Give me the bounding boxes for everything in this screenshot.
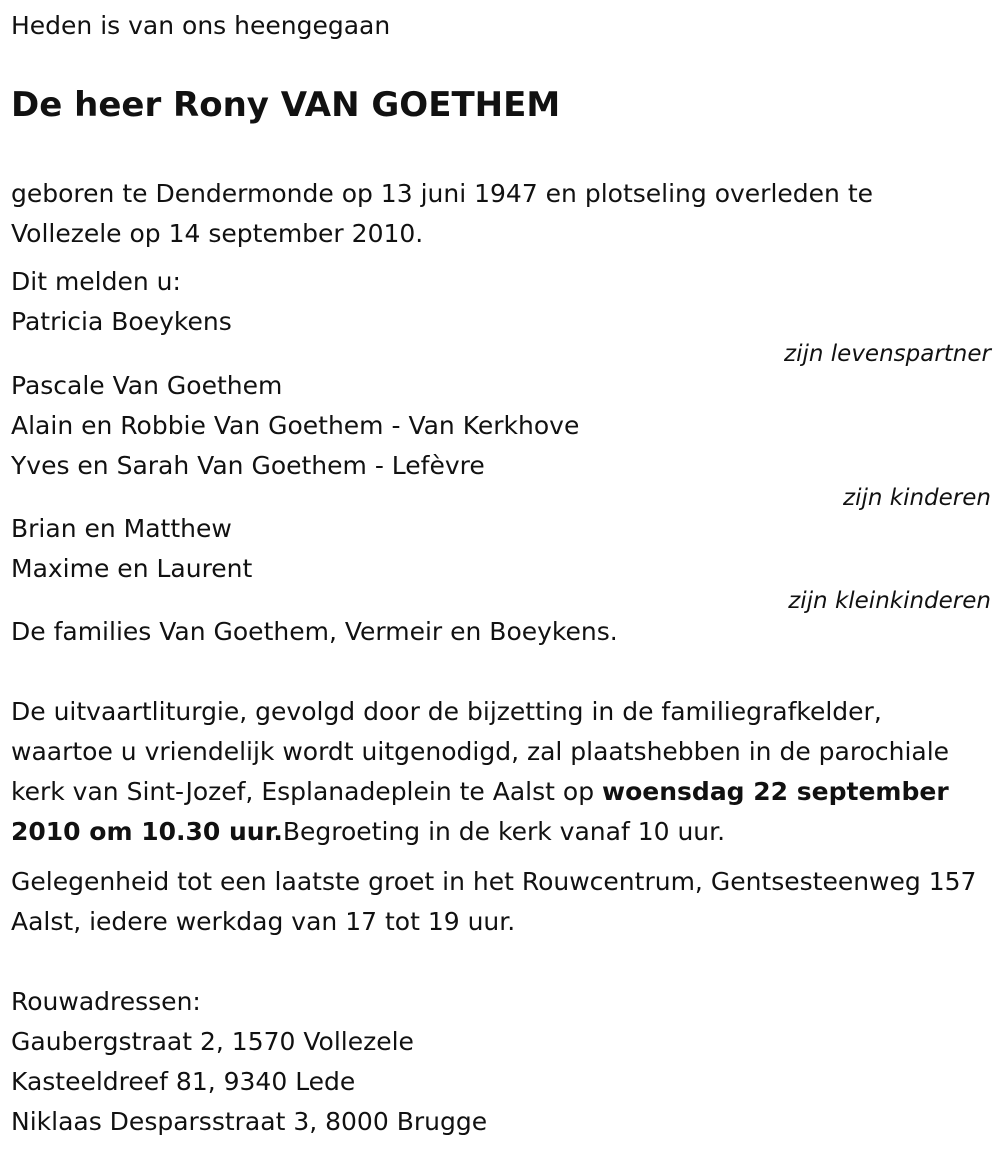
child-name: Alain en Robbie Van Goethem - Van Kerkhove bbox=[11, 411, 580, 440]
families-text: De families Van Goethem, Vermeir en Boeykens. bbox=[11, 617, 618, 646]
grandchild-name: Maxime en Laurent bbox=[11, 554, 253, 583]
grandchild-name: Brian en Matthew bbox=[11, 514, 232, 543]
children-role: zijn kinderen bbox=[843, 485, 991, 511]
funeral-text: De uitvaartliturgie, gevolgd door de bijzetting in de familiegrafkelder, waartoe u vriendelijk wordt uitgenodigd, zal plaatshebben in de parochiale kerk van Sint-Jozef, Esplanadeplein te Aalst op bbox=[11, 697, 950, 806]
child-name: Pascale Van Goethem bbox=[11, 371, 283, 400]
funeral-info bbox=[11, 692, 971, 852]
addresses-heading: Rouwadressen: bbox=[11, 987, 201, 1016]
birth-death-line-1: geboren te Dendermonde op 13 juni 1947 en plotseling overleden te bbox=[11, 179, 874, 208]
partner-role: zijn levenspartner bbox=[784, 341, 991, 367]
grandchildren-group bbox=[11, 509, 991, 613]
children-group bbox=[11, 366, 991, 510]
grandchildren-role: zijn kleinkinderen bbox=[788, 588, 991, 614]
address-item: Gaubergstraat 2, 1570 Vollezele bbox=[11, 1027, 414, 1056]
announcers-intro bbox=[11, 262, 991, 302]
announcers-intro-text: Dit melden u: bbox=[11, 267, 181, 296]
partner-name: Patricia Boeykens bbox=[11, 307, 232, 336]
greeting-text: Begroeting in de kerk vanaf 10 uur. bbox=[282, 817, 726, 846]
partner-group bbox=[11, 302, 991, 366]
funeral-date: woensdag 22 september 2010 om 10.30 uur. bbox=[11, 777, 949, 846]
addresses bbox=[11, 982, 991, 1142]
families bbox=[11, 612, 991, 652]
address-item: Kasteeldreef 81, 9340 Lede bbox=[11, 1067, 356, 1096]
farewell-info bbox=[11, 862, 991, 942]
farewell-text: Gelegenheid tot een laatste groet in het Rouwcentrum, Gentsesteenweg 157 Aalst, iedere werkdag van 17 tot 19 uur. bbox=[11, 867, 977, 936]
deceased-name: De heer Rony VAN GOETHEM bbox=[11, 85, 561, 125]
intro-text: Heden is van ons heengegaan bbox=[11, 11, 391, 40]
address-item: Niklaas Desparsstraat 3, 8000 Brugge bbox=[11, 1107, 488, 1136]
birth-death-line-2: Vollezele op 14 september 2010. bbox=[11, 219, 424, 248]
birth-death-info bbox=[11, 174, 991, 254]
child-name: Yves en Sarah Van Goethem - Lefèvre bbox=[11, 451, 485, 480]
